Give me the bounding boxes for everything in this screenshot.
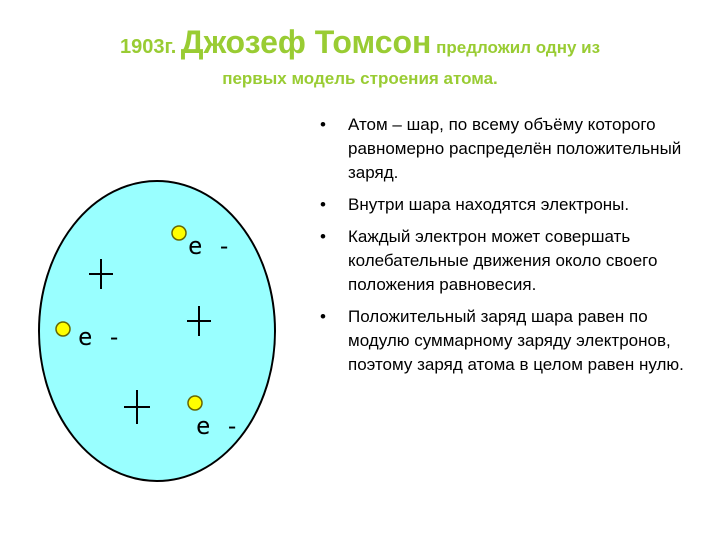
bullet-marker: •	[320, 307, 326, 326]
title-name: Джозеф Томсон	[180, 24, 432, 60]
title-line2: первых модель строения атома.	[222, 69, 498, 88]
electron-label: e -	[78, 323, 122, 351]
bullet-marker: •	[320, 227, 326, 246]
title-rest: предложил одну из	[431, 38, 601, 57]
slide-title	[40, 22, 680, 89]
bullet-item	[318, 113, 698, 185]
electron-label: e -	[188, 232, 232, 260]
electron-label: e -	[196, 412, 240, 440]
bullet-list	[318, 113, 698, 385]
bullet-item	[318, 225, 698, 297]
title-year: 1903г.	[119, 36, 177, 58]
atom-svg	[28, 178, 298, 488]
electron-dot-icon	[188, 396, 202, 410]
bullet-marker: •	[320, 195, 326, 214]
bullet-item	[318, 193, 698, 217]
bullet-text: Внутри шара находятся электроны.	[348, 195, 630, 214]
atom-sphere	[39, 181, 275, 481]
bullet-text: Атом – шар, по всему объёму которого равномерно распределён положительный заряд.	[348, 115, 682, 182]
bullet-text: Положительный заряд шара равен по модулю суммарному заряду электронов, поэтому заряд атома в целом равен нулю.	[348, 307, 684, 374]
bullet-text: Каждый электрон может совершать колебательные движения около своего положения равновесия.	[348, 227, 658, 294]
bullet-item	[318, 305, 698, 377]
thomson-atom-diagram	[28, 178, 298, 488]
bullet-marker: •	[320, 115, 326, 134]
electron-dot-icon	[56, 322, 70, 336]
electron-dot-icon	[172, 226, 186, 240]
